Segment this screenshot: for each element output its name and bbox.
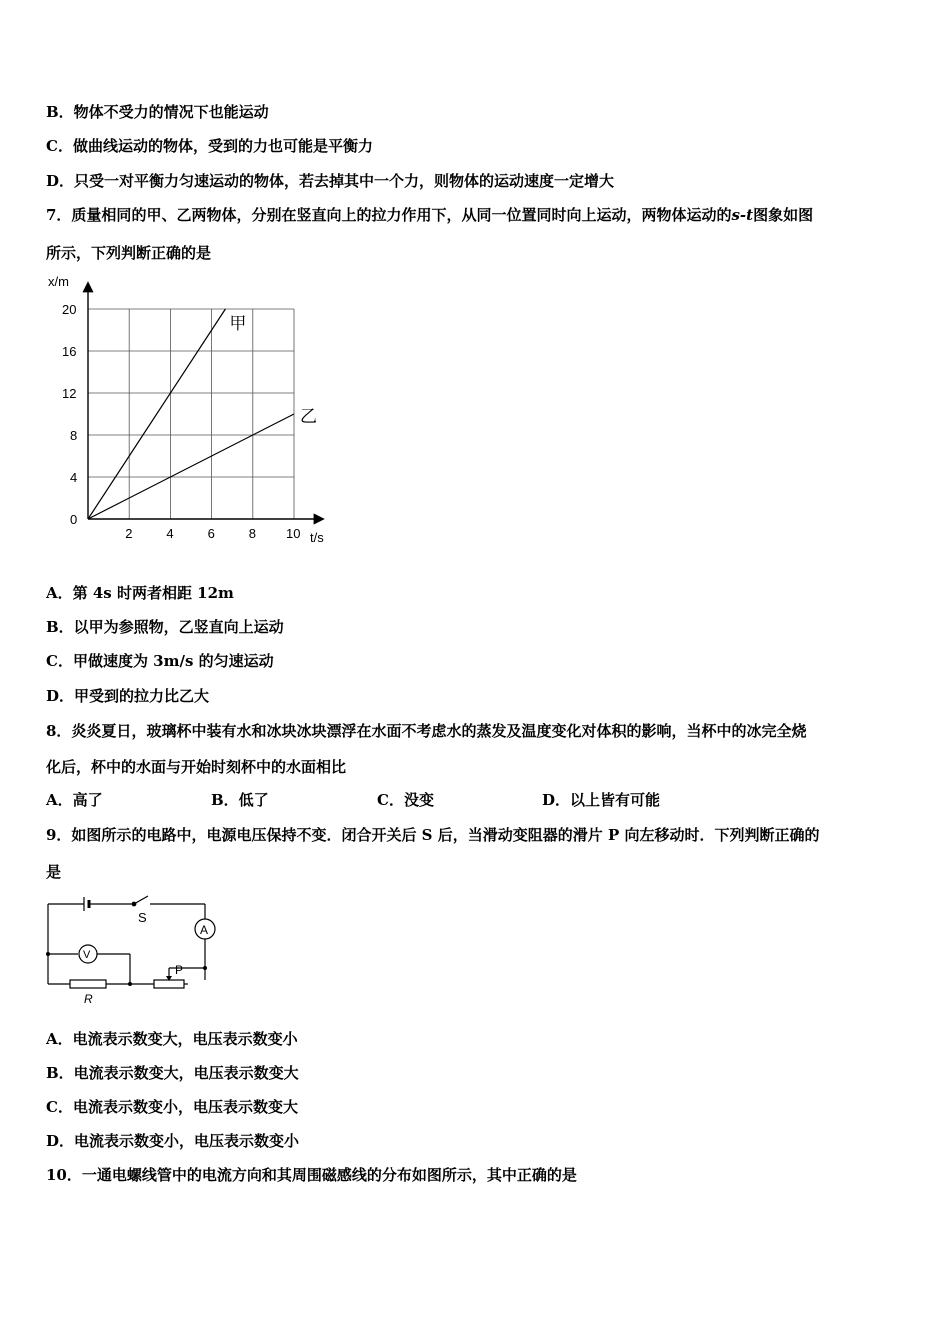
q7-option-b: B．以甲为参照物，乙竖直向上运动 — [46, 618, 284, 636]
x-axis-label: t/s — [310, 530, 324, 545]
q9-option-c: C．电流表示数变小，电压表示数变大 — [46, 1098, 298, 1116]
st-graph-svg — [46, 272, 336, 550]
switch-label: S — [138, 910, 147, 925]
q9-option-b: B．电流表示数变大，电压表示数变大 — [46, 1064, 299, 1082]
rheostat-icon — [154, 980, 184, 988]
q7-stem-italic: s-t — [731, 206, 754, 224]
series-label-0: 甲 — [229, 314, 247, 333]
q7-stem-line2: 所示，下列判断正确的是 — [46, 244, 212, 262]
x-tick-label-4: 4 — [166, 526, 174, 541]
q8-option-b: B．低了 — [211, 791, 269, 809]
q9-stem-line2: 是 — [46, 863, 62, 881]
ammeter-label: A — [200, 923, 209, 937]
y-tick-label-20: 20 — [62, 302, 77, 317]
q8-stem-line2: 化后，杯中的水面与开始时刻杯中的水面相比 — [46, 758, 347, 776]
q7-stem-tail: 图象如图 — [753, 206, 814, 224]
q8-option-a: A．高了 — [46, 791, 103, 809]
series-line-1 — [88, 414, 294, 519]
junction-right — [203, 966, 207, 970]
x-tick-label-6: 6 — [207, 526, 215, 541]
y-tick-label-16: 16 — [62, 344, 77, 359]
circuit-diagram — [42, 892, 222, 1007]
series — [88, 309, 317, 519]
junction-bottom — [128, 982, 132, 986]
q6-option-b: B．物体不受力的情况下也能运动 — [46, 103, 269, 121]
series-line-0 — [88, 309, 225, 519]
q6-option-c: C．做曲线运动的物体，受到的力也可能是平衡力 — [46, 137, 373, 155]
y-tick-label-4: 4 — [70, 470, 78, 485]
st-graph — [46, 272, 336, 550]
q8-option-c: C．没变 — [377, 791, 434, 809]
resistor-label: R — [84, 992, 93, 1006]
q9-option-a: A．电流表示数变大，电压表示数变小 — [46, 1030, 298, 1048]
q9-option-d: D．电流表示数变小，电压表示数变小 — [46, 1132, 300, 1150]
q7-stem-text: 7．质量相同的甲、乙两物体，分别在竖直向上的拉力作用下，从同一位置同时向上运动，两物体运动的 — [46, 206, 732, 224]
q8-options — [46, 790, 746, 810]
circuit-svg — [42, 892, 222, 1007]
x-tick-label-10: 10 — [286, 526, 301, 541]
series-label-1: 乙 — [300, 407, 317, 426]
q6-option-d: D．只受一对平衡力匀速运动的物体，若去掉其中一个力，则物体的运动速度一定增大 — [46, 172, 615, 190]
grid — [88, 309, 294, 519]
junction-left — [46, 952, 50, 956]
x-tick-label-8: 8 — [248, 526, 257, 541]
q8-stem-line1: 8．炎炎夏日，玻璃杯中装有水和冰块冰块漂浮在水面不考虑水的蒸发及温度变化对体积的影响，当杯中的冰完全烧 — [46, 722, 807, 740]
q7-option-d: D．甲受到的拉力比乙大 — [46, 687, 210, 705]
switch-blade-icon — [134, 896, 148, 904]
y-tick-label-12: 12 — [62, 386, 77, 401]
x-tick-label-2: 2 — [125, 526, 133, 541]
slider-label: P — [175, 963, 184, 977]
q10-stem-line1: 10．一通电螺线管中的电流方向和其周围磁感线的分布如图所示，其中正确的是 — [46, 1166, 577, 1184]
resistor-r-icon — [70, 980, 106, 988]
q8-option-d: D．以上皆有可能 — [542, 791, 661, 809]
y-tick-label-8: 8 — [70, 428, 78, 443]
q7-option-c: C．甲做速度为 3m/s 的匀速运动 — [46, 652, 274, 670]
q7-option-a: A．第 4s 时两者相距 12m — [46, 584, 234, 602]
y-tick-label-0: 0 — [70, 512, 78, 527]
q9-stem-line1: 9．如图所示的电路中，电源电压保持不变．闭合开关后 S 后，当滑动变阻器的滑片 P 向左移动时．下列判断正确的 — [46, 826, 820, 844]
q7-stem-line1 — [46, 205, 813, 225]
y-axis-label: x/m — [48, 274, 69, 289]
voltmeter-label: V — [83, 949, 91, 961]
